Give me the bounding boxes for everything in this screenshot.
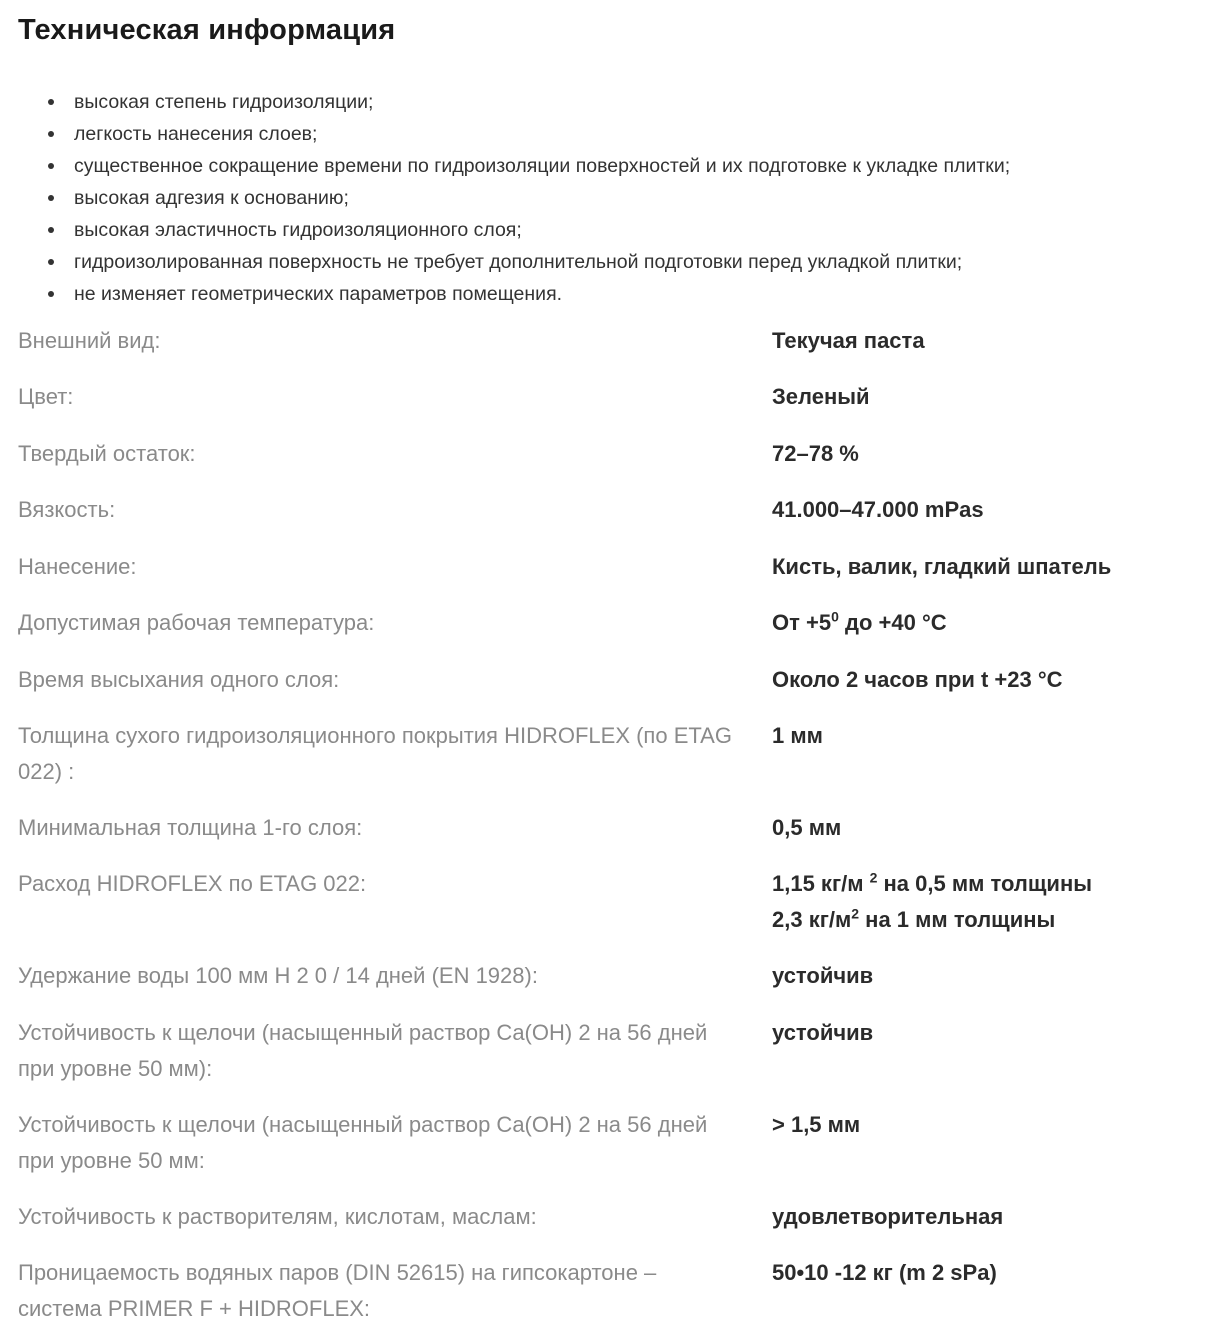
list-item (0, 278, 1010, 310)
list-item (0, 214, 1010, 246)
spec-label: Устойчивость к щелочи (насыщенный раствор Ca(OH) 2 на 56 дней при уровне 50 мм): (18, 1020, 708, 1081)
list-item (0, 182, 1010, 214)
bullet-icon (48, 195, 54, 201)
spec-value: Текучая паста (772, 328, 925, 353)
spec-label: Цвет: (18, 384, 74, 409)
feature-list (0, 86, 1010, 310)
spec-label: Вязкость: (18, 497, 116, 522)
feature-text: высокая степень гидроизоляции; (74, 91, 374, 113)
spec-label: Проницаемость водяных паров (DIN 52615) на гипсокартоне – система PRIMER F + HIDROFLEX: (18, 1260, 657, 1321)
spec-value: устойчив (772, 1020, 874, 1045)
page-title: Техническая информация (18, 14, 396, 46)
feature-text: гидроизолированная поверхность не требует дополнительной подготовки перед укладкой плитки; (74, 251, 963, 273)
spec-value: 41.000–47.000 mPas (772, 497, 984, 522)
spec-value: Зеленый (772, 384, 870, 409)
spec-label: Устойчивость к растворителям, кислотам, маслам: (18, 1204, 537, 1229)
spec-value: удовлетворительная (772, 1204, 1004, 1229)
spec-value: 50•10 -12 кг (m 2 sPa) (772, 1260, 997, 1285)
feature-text: высокая адгезия к основанию; (74, 187, 349, 209)
bullet-icon (48, 99, 54, 105)
spec-label: Нанесение: (18, 554, 137, 579)
feature-text: высокая эластичность гидроизоляционного слоя; (74, 219, 522, 241)
bullet-icon (48, 131, 54, 137)
bullet-icon (48, 259, 54, 265)
list-item (0, 86, 1010, 118)
spec-label: Допустимая рабочая температура: (18, 610, 375, 635)
bullet-icon (48, 227, 54, 233)
spec-value: Около 2 часов при t +23 °C (772, 667, 1063, 692)
spec-label: Расход HIDROFLEX по ETAG 022: (18, 871, 367, 896)
spec-label: Твердый остаток: (18, 441, 196, 466)
spec-label: Удержание воды 100 мм H 2 0 / 14 дней (EN 1928): (18, 963, 538, 988)
list-item (0, 118, 1010, 150)
spec-value: Кисть, валик, гладкий шпатель (772, 554, 1112, 579)
feature-text: существенное сокращение времени по гидроизоляции поверхностей и их подготовке к укладке плитки; (74, 155, 1011, 177)
bullet-icon (48, 163, 54, 169)
spec-label: Внешний вид: (18, 328, 161, 353)
spec-value: От $+5^0$ до +40 °C (772, 608, 947, 635)
spec-label: Толщина сухого гидроизоляционного покрытия HIDROFLEX (по ETAG 022) : (18, 723, 732, 784)
spec-label: Устойчивость к щелочи (насыщенный раствор Ca(OH) 2 на 56 дней при уровне 50 мм: (18, 1112, 708, 1173)
spec-value: устойчив (772, 963, 874, 988)
spec-label: Время высыхания одного слоя: (18, 667, 340, 692)
spec-value: > 1,5 мм (772, 1112, 861, 1137)
spec-value: 72–78 % (772, 441, 859, 466)
list-item (0, 246, 1010, 278)
spec-value: 1,15 кг/м $^2$ на 0,5 мм толщины 2,3 $кг/м^2$ на 1 мм толщины (772, 869, 1093, 932)
spec-value: 1 мм (772, 723, 823, 748)
feature-text: легкость нанесения слоев; (74, 123, 318, 145)
feature-text: не изменяет геометрических параметров помещения. (74, 283, 563, 305)
bullet-icon (48, 291, 54, 297)
spec-value: 0,5 мм (772, 815, 842, 840)
list-item (0, 150, 1010, 182)
spec-label: Минимальная толщина 1-го слоя: (18, 815, 363, 840)
